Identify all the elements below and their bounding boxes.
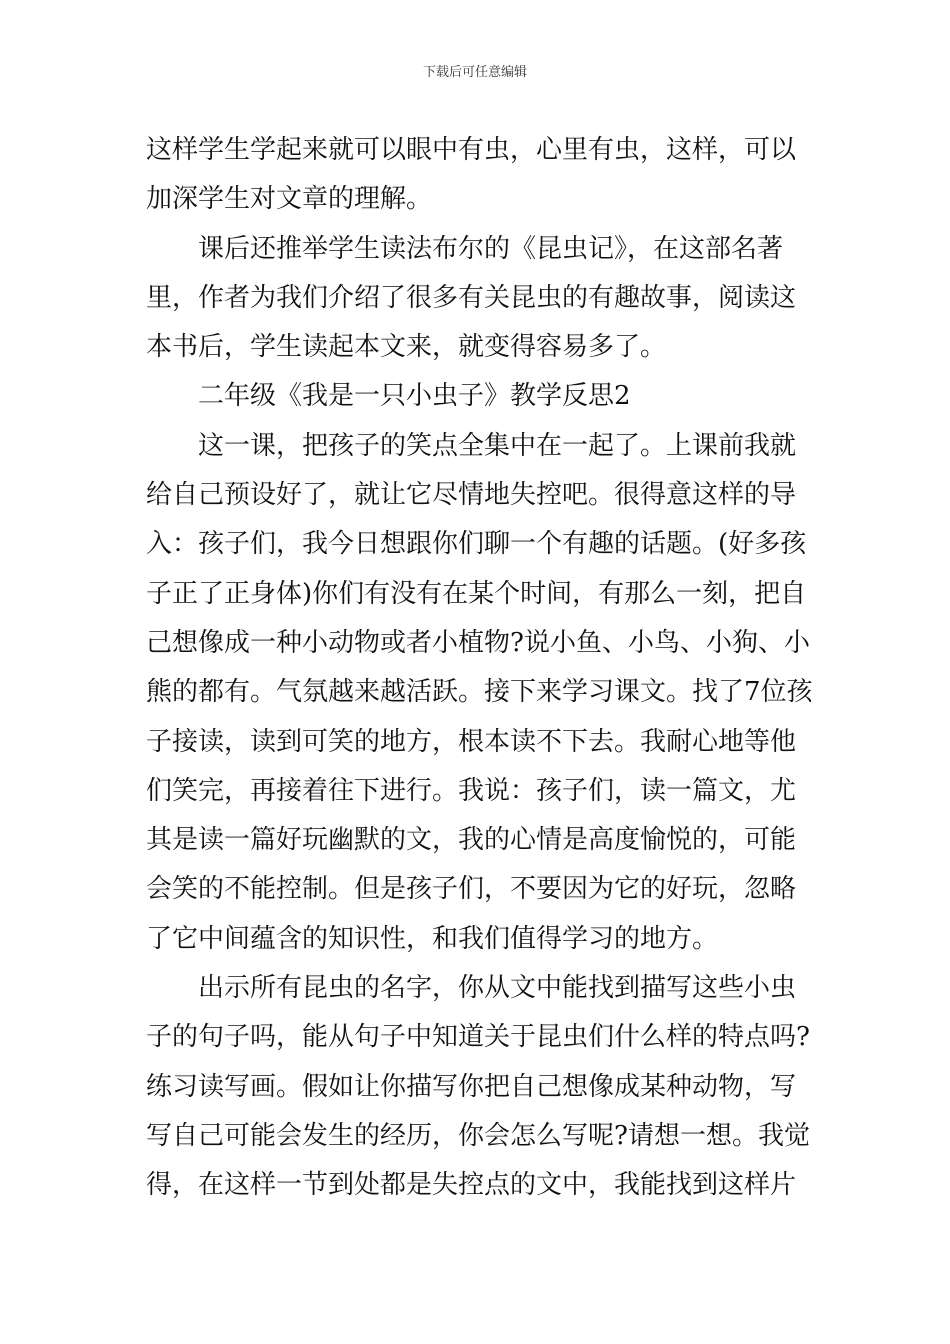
text-line: 这一课，把孩子的笑点全集中在一起了。上课前我就: [198, 430, 797, 461]
text-line: 这样学生学起来就可以眼中有虫，心里有虫，这样，可以: [146, 135, 797, 165]
text-line: 熊的都有。气氛越来越活跃。接下来学习课文。找了7位孩: [146, 677, 813, 708]
text-line: 得，在这样一节到处都是失控点的文中，我能找到这样片: [146, 1170, 797, 1201]
text-line: 练习读写画。假如让你描写你把自己想像成某种动物，写: [146, 1071, 797, 1102]
text-line: 们笑完，再接着往下进行。我说：孩子们，读一篇文，尤: [146, 775, 797, 806]
text-line: 子的句子吗，能从句子中知道关于昆虫们什么样的特点吗?: [146, 1022, 810, 1053]
text-line: 子正了正身体)你们有没有在某个时间，有那么一刻，把自: [146, 578, 807, 609]
document-body: [146, 126, 813, 1211]
text-line: 会笑的不能控制。但是孩子们，不要因为它的好玩，忽略: [146, 874, 797, 905]
text-line: 了它中间蕴含的知识性，和我们值得学习的地方。: [146, 923, 719, 954]
text-line: 写自己可能会发生的经历，你会怎么写呢?请想一想。我觉: [146, 1120, 810, 1151]
text-line: 里，作者为我们介绍了很多有关昆虫的有趣故事，阅读这: [146, 282, 797, 313]
text-line: 本书后，学生读起本文来，就变得容易多了。: [146, 332, 667, 363]
text-line: 其是读一篇好玩幽默的文，我的心情是高度愉悦的，可能: [146, 825, 797, 856]
text-line: 给自己预设好了，就让它尽情地失控吧。很得意这样的导: [146, 480, 797, 511]
text-line: 子接读，读到可笑的地方，根本读不下去。我耐心地等他: [146, 726, 797, 757]
text-line: 出示所有昆虫的名字，你从文中能找到描写这些小虫: [198, 973, 797, 1004]
section-heading: 二年级《我是一只小虫子》教学反思2: [198, 381, 631, 412]
page-header: 下载后可任意编辑: [422, 65, 527, 80]
text-line: 己想像成一种小动物或者小植物?说小鱼、小鸟、小狗、小: [146, 627, 810, 658]
text-line: 课后还推举学生读法布尔的《昆虫记》，在这部名著: [198, 233, 784, 264]
text-line: 加深学生对文章的理解。: [146, 184, 433, 215]
text-line: 入：孩子们，我今日想跟你们聊一个有趣的话题。(好多孩: [146, 529, 807, 560]
